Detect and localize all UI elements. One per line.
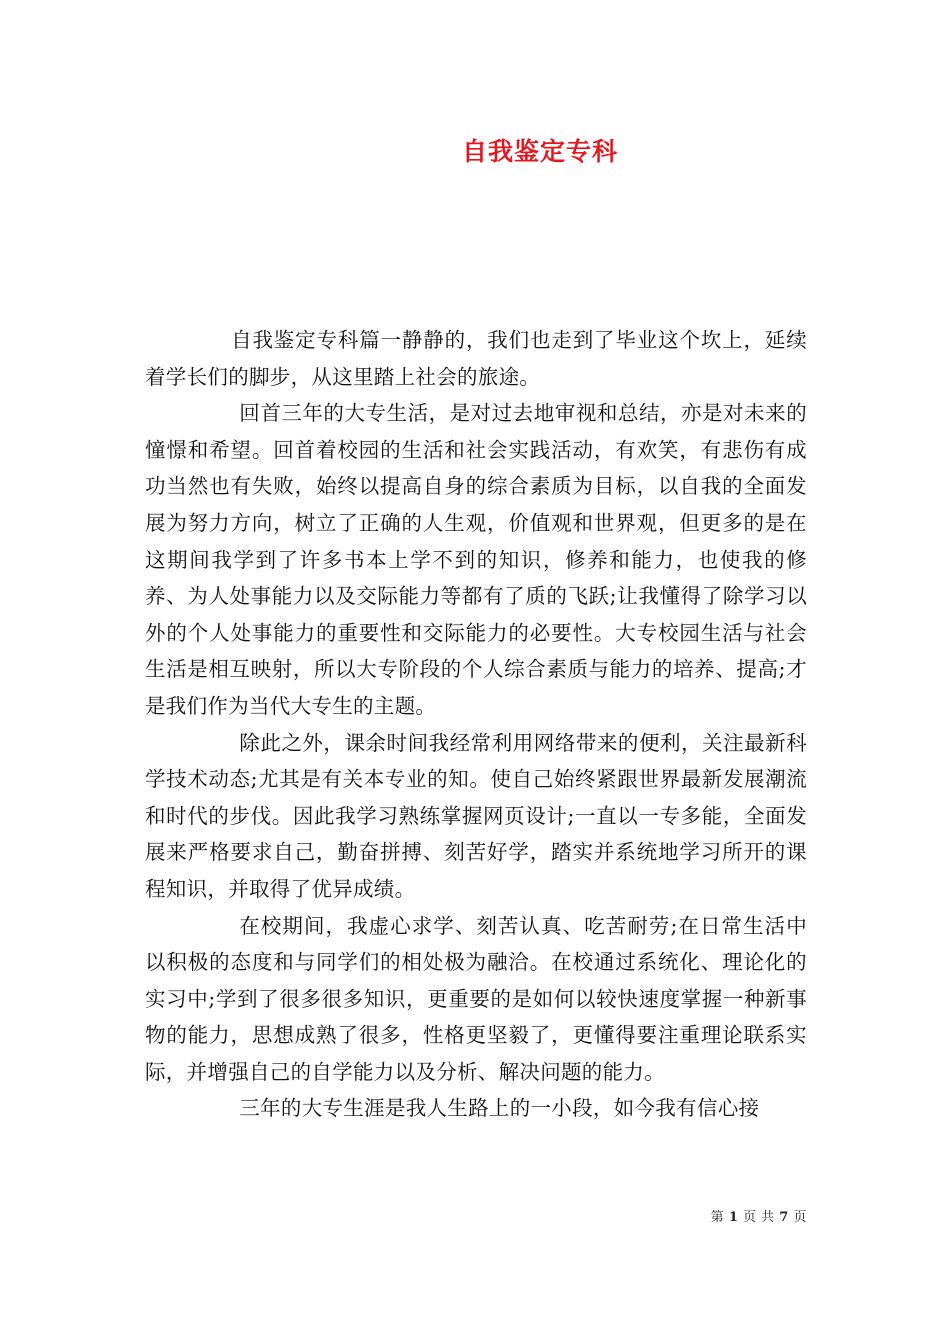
paragraph-3: 除此之外，课余时间我经常利用网络带来的便利，关注最新科学技术动态;尤其是有关本专业的知。使自己始终紧跟世界最新发展潮流和时代的步伐。因此我学习熟练掌握网页设计;一直以一专多能，全面发展来严格要求自己，勤奋拼搏、刻苦好学，踏实并系统地学习所开的课程知识，并取得了优异成绩。 [145,730,807,901]
footer-suffix: 页 [793,1210,807,1225]
document-body [145,322,807,1127]
page-number-footer [711,1206,807,1225]
footer-prefix: 第 [710,1210,725,1225]
paragraph-2: 回首三年的大专生活，是对过去地审视和总结，亦是对未来的憧憬和希望。回首着校园的生活和社会实践活动，有欢笑，有悲伤有成功当然也有失败，始终以提高自身的综合素质为目标，以自我的全面发展为努力方向，树立了正确的人生观，价值观和世界观，但更多的是在这期间我学到了许多书本上学不到的知识，修养和能力，也使我的修养、为人处事能力以及交际能力等都有了质的飞跃;让我懂得了除学习以外的个人处事能力的重要性和交际能力的必要性。大专校园生活与社会生活是相互映射，所以大专阶段的个人综合素质与能力的培养、提高;才是我们作为当代大专生的主题。 [145,401,807,718]
document-title: 自我鉴定专科 [461,137,618,166]
footer-middle: 页 共 [743,1210,775,1225]
paragraph-4: 在校期间，我虚心求学、刻苦认真、吃苦耐劳;在日常生活中以积极的态度和与同学们的相处极为融洽。在校通过系统化、理论化的实习中;学到了很多很多知识，更重要的是如何以较快速度掌握一种新事物的能力，思想成熟了很多，性格更坚毅了，更懂得要注重理论联系实际，并增强自己的自学能力以及分析、解决问题的能力。 [145,913,807,1084]
footer-current-page: 1 [728,1210,739,1225]
paragraph-1: 自我鉴定专科篇一静静的，我们也走到了毕业这个坎上，延续着学长们的脚步，从这里踏上社会的旅途。 [145,328,807,389]
footer-total-pages: 7 [779,1210,789,1225]
paragraph-5: 三年的大专生涯是我人生路上的一小段，如今我有信心接 [239,1096,760,1121]
